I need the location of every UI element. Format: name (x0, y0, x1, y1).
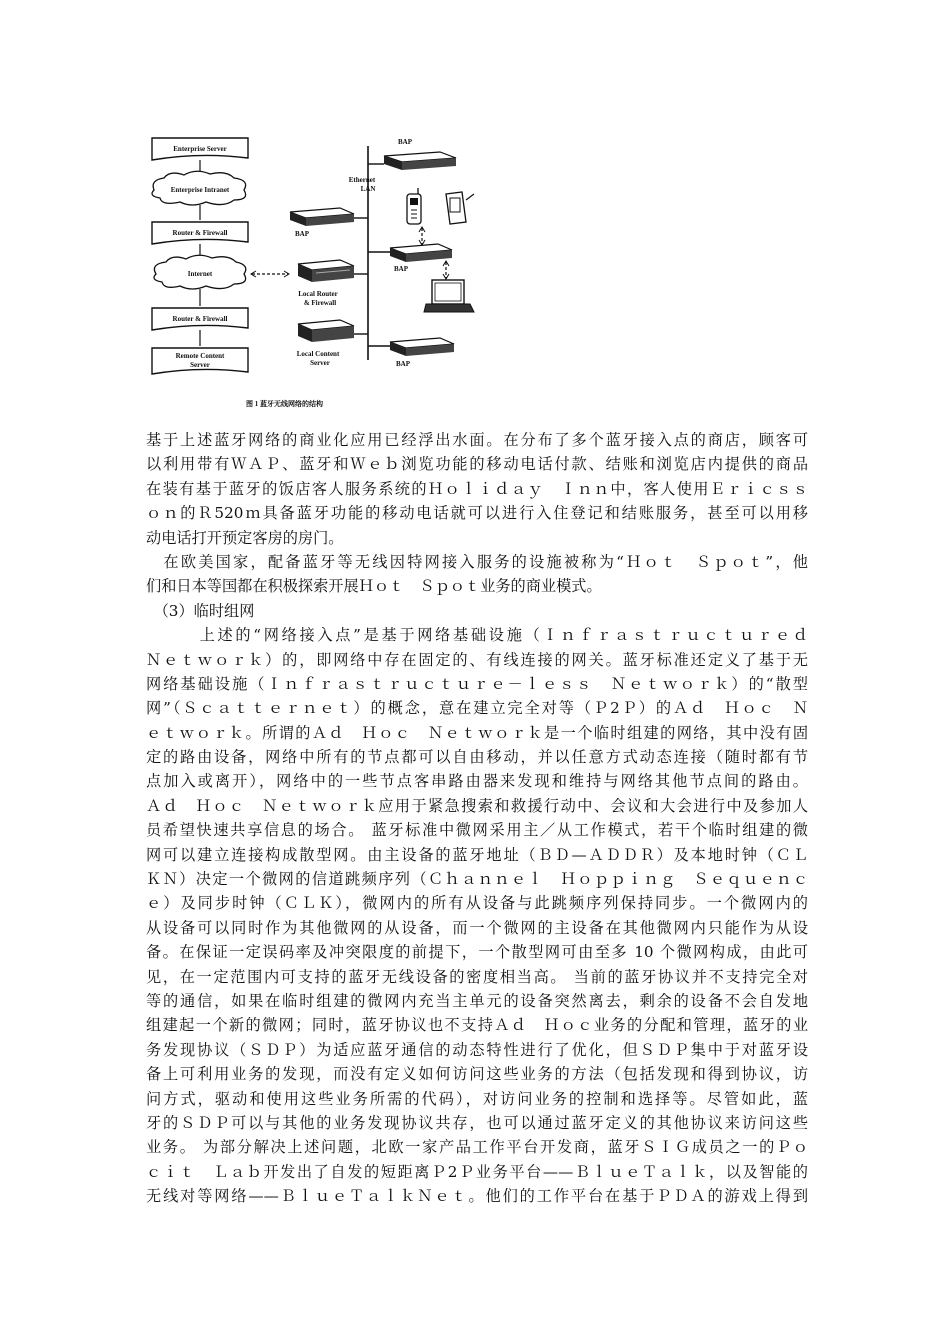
text-line: 在装有基于蓝牙的饭店客人服务系统的Ｈｏｌｉｄａｙ Ｉｎｎ中，客人使用Ｅｒｉｃｓｓ (146, 479, 808, 498)
network-structure-figure (140, 128, 485, 418)
enterprise-intranet-cloud (152, 171, 246, 205)
svg-text:Enterprise Server: Enterprise Server (173, 145, 227, 153)
svg-text:Local Router: Local Router (298, 290, 338, 298)
text-line: 问方式，驱动和使用这些业务所需的代码），对访问业务的控制和选择等。尽管如此，蓝 (146, 1089, 808, 1108)
text-line: 动电话打开预定客房的房门。 (146, 528, 344, 547)
svg-text:Server: Server (310, 359, 330, 367)
bap-device-top (384, 138, 456, 170)
text-line: 见，在一定范围内可支持的蓝牙无线设备的密度相当高。 当前的蓝牙协议并不支持完全对 (146, 967, 808, 986)
laptop-icon (424, 280, 474, 312)
text-line: 上述的“网络接入点”是基于网络基础设施（Ｉｎｆｒａｓｔｒｕｃｔｕｒｅｄ (146, 626, 808, 645)
text-line: 网”（Ｓｃａｔｔｅｒｎｅｔ）的概念，意在建立完全对等（Ｐ2Ｐ）的Ａｄ Ｈｏｃ Ｎ (146, 699, 808, 718)
text-line: 点加入或离开），网络中的一些节点客串路由器来发现和维持与网络其他节点间的路由。 (146, 772, 808, 791)
svg-text:Server: Server (190, 361, 210, 369)
text-line: 网可以建立连接构成散型网。由主设备的蓝牙地址（ＢＤ—ＡＤＤＲ）及本地时钟（ＣＬ (146, 845, 808, 864)
router-firewall-box-2 (152, 308, 248, 330)
text-line: 组建起一个新的微网；同时，蓝牙协议也不支持Ａｄ Ｈｏｃ业务的分配和管理，蓝牙的业 (146, 1016, 808, 1035)
text-line: 无线对等网络——ＢｌｕｅＴａｌｋＮｅｔ。他们的工作平台在基于ＰＤＡ的游戏上得到 (146, 1187, 808, 1206)
mobile-phone-icon (407, 188, 421, 224)
text-line: 从设备可以同时作为其他微网的从设备，而一个微网的主设备在其他微网内只能作为从设 (146, 918, 808, 937)
text-line: 以利用带有ＷＡＰ、蓝牙和Ｗｅｂ浏览功能的移动电话付款、结账和浏览店内提供的商品 (146, 455, 808, 474)
local-router-device (298, 260, 368, 307)
svg-text:Enterprise Intranet: Enterprise Intranet (170, 186, 230, 194)
bap-device-left (290, 208, 368, 238)
text-line: ｃｉｔ Ｌａｂ开发出了自发的短距离Ｐ2Ｐ业务平台——ＢｌｕｅＴａｌｋ，以及智能的 (146, 1162, 808, 1181)
text-line: ｏｎ的Ｒ520ｍ具备蓝牙功能的移动电话就可以进行入住登记和结账服务，甚至可以用移 (146, 504, 808, 523)
pda-icon (446, 192, 474, 224)
text-line: 牙的ＳＤＰ可以与其他的业务发现协议共存，也可以通过蓝牙定义的其他协议来访问这些 (146, 1113, 808, 1132)
svg-text:BAP: BAP (396, 360, 410, 368)
text-line: Ａｄ Ｈｏｃ Ｎｅｔｗｏｒｋ应用于紧急搜索和救援行动中、会议和大会进行中及参加人 (146, 796, 808, 815)
svg-text:Internet: Internet (187, 270, 213, 278)
text-line: Ｎｅｔｗｏｒｋ）的，即网络中存在固定的、有线连接的网关。蓝牙标准还定义了基于无 (146, 650, 808, 669)
text-line: 等的通信，如果在临时组建的微网内充当主单元的设备突然离去，剩余的设备不会自发地 (146, 991, 808, 1010)
bap-device-bottom (368, 338, 454, 368)
text-line: 务发现协议（ＳＤＰ）为适应蓝牙通信的动态特性进行了优化，但ＳＤＰ集中于对蓝牙设 (146, 1040, 808, 1059)
section-heading: （3）临时组网 (146, 601, 255, 620)
figure-caption: 图 1 蓝牙无线网络的结构 (246, 400, 323, 408)
bap-device-middle (368, 244, 452, 273)
svg-text:LAN: LAN (360, 185, 376, 193)
local-content-server-device (297, 320, 368, 367)
bluetooth-network-diagram (140, 128, 485, 418)
svg-text:BAP: BAP (295, 230, 309, 238)
text-line: 们和日本等国都在积极探索开展Ｈｏｔ Ｓｐｏｔ业务的商业模式。 (146, 577, 602, 596)
svg-text:Ethernet: Ethernet (348, 176, 376, 184)
text-line: ｅ）及同步时钟（ＣＬＫ），微网内的所有从设备与此跳频序列保持同步。一个微网内的 (146, 894, 808, 913)
svg-text:Router & Firewall: Router & Firewall (172, 315, 228, 323)
text-line: 备。在保证一定误码率及冲突限度的前提下，一个散型网可由至多 10 个微网构成，由此可 (146, 943, 808, 962)
text-line: 业务。 为部分解决上述问题，北欧一家产品工作平台开发商，蓝牙ＳＩＧ成员之一的Ｐｏ (146, 1138, 808, 1157)
svg-text:Router & Firewall: Router & Firewall (172, 229, 228, 237)
text-line: 网络基础设施（Ｉｎｆｒａｓｔｒｕｃｔｕｒｅ－ｌｅｓｓ Ｎｅｔｗｏｒｋ）的“散型 (146, 674, 808, 693)
text-line: 定的路由设备，网络中所有的节点都可以自由移动，并以任意方式动态连接（随时都有节 (146, 748, 808, 767)
text-line: ｅｔｗｏｒｋ。所谓的Ａｄ Ｈｏｃ Ｎｅｔｗｏｒｋ是一个临时组建的网络，其中没有固 (146, 723, 808, 742)
svg-text:Remote Content: Remote Content (175, 352, 225, 360)
text-line: 基于上述蓝牙网络的商业化应用已经浮出水面。在分布了多个蓝牙接入点的商店，顾客可 (146, 431, 808, 449)
text-line: 在欧美国家，配备蓝牙等无线因特网接入服务的设施被称为“Ｈｏｔ Ｓｐｏｔ”，他 (146, 552, 808, 571)
router-firewall-box-1 (152, 222, 248, 244)
svg-text:& Firewall: & Firewall (303, 299, 337, 307)
internet-cloud (154, 255, 246, 289)
remote-content-server-box (152, 348, 248, 374)
text-line: 备上可利用业务的发现，而没有定义如何访问这些业务的方法（包括发现和得到协议，访 (146, 1065, 808, 1084)
svg-text:Local Content: Local Content (296, 350, 340, 358)
svg-text:BAP: BAP (394, 265, 408, 273)
text-line: 员希望快速共享信息的场合。 蓝牙标准中微网采用主／从工作模式，若干个临时组建的微 (146, 821, 808, 840)
text-line: ＫＮ）决定一个微网的信道跳频序列（Ｃｈａｎｎｅｌ Ｈｏｐｐｉｎｇ Ｓｅｑｕｅｎｃ (146, 870, 808, 889)
body-text (146, 428, 808, 1209)
enterprise-server-box (152, 138, 248, 160)
svg-text:BAP: BAP (398, 138, 412, 146)
